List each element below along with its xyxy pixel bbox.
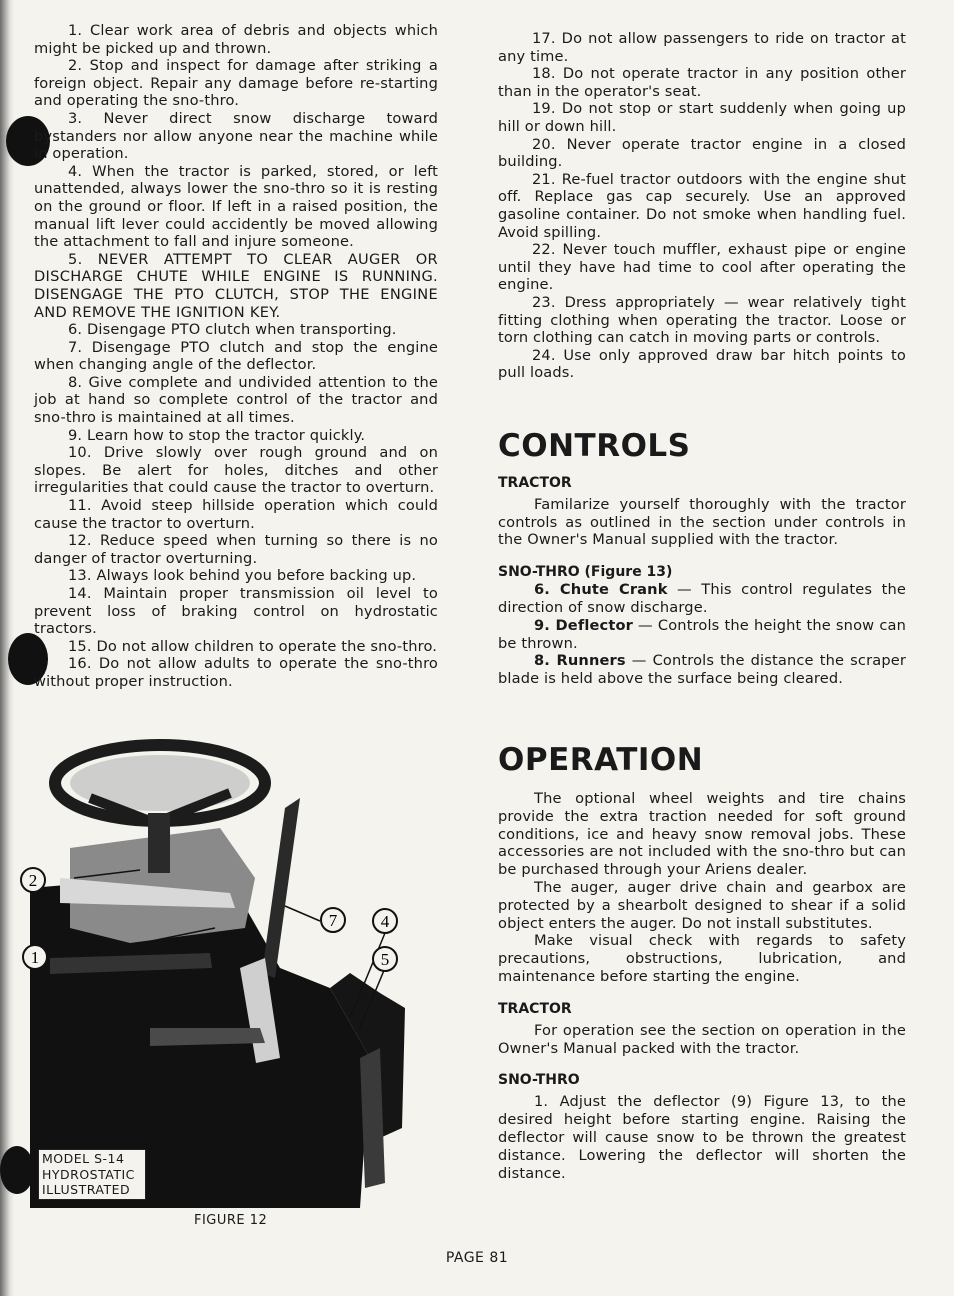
model-label-line: MODEL S-14 bbox=[42, 1151, 125, 1166]
safety-item: 3. Never direct snow discharge toward bystanders nor allow anyone near the machine while in operation. bbox=[34, 109, 438, 163]
safety-item: 16. Do not allow adults to operate the sno-thro without proper instruction. bbox=[34, 655, 438, 690]
safety-item: 22. Never touch muffler, exhaust pipe or engine until they have had time to cool after operating the engine. bbox=[498, 241, 906, 294]
operation-snothro-subheading: SNO-THRO bbox=[498, 1072, 580, 1089]
controls-heading: CONTROLS bbox=[498, 427, 691, 464]
svg-text:1: 1 bbox=[30, 948, 40, 967]
safety-item: 19. Do not stop or start suddenly when going up hill or down hill. bbox=[498, 100, 906, 135]
control-item bbox=[498, 652, 906, 688]
page-number: PAGE 81 bbox=[445, 1250, 509, 1266]
svg-text:7: 7 bbox=[328, 911, 338, 930]
model-label bbox=[38, 1149, 146, 1200]
control-item bbox=[498, 617, 906, 653]
callout-2 bbox=[18, 865, 48, 899]
operation-heading: OPERATION bbox=[498, 742, 704, 779]
safety-item: 14. Maintain proper transmission oil level to prevent loss of braking control on hydrostatic tractors. bbox=[34, 585, 438, 638]
operation-tractor-text: For operation see the section on operation in the Owner's Manual packed with the tractor. bbox=[498, 1021, 906, 1057]
safety-item: 8. Give complete and undivided attention to the job at hand so complete control of the tractor and sno-thro is maintained at all times. bbox=[34, 373, 438, 427]
model-label-line: HYDROSTATIC bbox=[42, 1166, 135, 1182]
control-item bbox=[498, 581, 906, 617]
safety-item: 21. Re-fuel tractor outdoors with the engine shut off. Replace gas cap securely. Use an approved gasoline container. Do not smoke when handling fuel. Avoid spilling. bbox=[498, 170, 906, 241]
figure-12-photo bbox=[30, 728, 410, 1208]
svg-text:2: 2 bbox=[28, 871, 38, 890]
operation-paragraph: The auger, auger drive chain and gearbox are protected by a shearbolt designed to shear if a solid object enters the auger. Do not install substitutes. bbox=[498, 879, 906, 932]
control-name: 9. Deflector bbox=[534, 616, 633, 634]
safety-item: 7. Disengage PTO clutch and stop the engine when changing angle of the deflector. bbox=[34, 338, 438, 374]
safety-item: 23. Dress appropriately — wear relatively tight fitting clothing when operating the tractor. Loose or torn clothing can catch in moving parts or controls. bbox=[498, 293, 906, 347]
binder-hole-bottom bbox=[0, 1146, 34, 1194]
control-desc: — Controls the height the snow can be thrown. bbox=[498, 616, 906, 652]
control-desc: — This control regulates the direction of snow discharge. bbox=[498, 581, 906, 617]
operation-paragraph: Make visual check with regards to safety precautions, obstructions, lubrication, and maintenance before starting the engine. bbox=[498, 932, 906, 986]
safety-item: 1. Clear work area of debris and objects which might be picked up and thrown. bbox=[34, 22, 438, 57]
operation-paragraph: The optional wheel weights and tire chains provide the extra traction needed for soft ground conditions, ice and heavy snow removal jobs. These accessories are not included with the sno-thro but can be purchased through your Ariens dealer. bbox=[498, 790, 906, 879]
safety-item: 6. Disengage PTO clutch when transporting. bbox=[68, 321, 397, 339]
safety-item: 18. Do not operate tractor in any position other than in the operator's seat. bbox=[498, 65, 906, 100]
safety-item: 20. Never operate tractor engine in a closed building. bbox=[498, 135, 906, 171]
callout-4 bbox=[370, 906, 400, 940]
svg-text:4: 4 bbox=[380, 912, 390, 931]
safety-item: 12. Reduce speed when turning so there is no danger of tractor overturning. bbox=[34, 532, 438, 567]
safety-item: 15. Do not allow children to operate the sno-thro. bbox=[68, 637, 438, 655]
operation-snothro-text: 1. Adjust the deflector (9) Figure 13, to the desired height before starting engine. Raising the deflector will cause snow to be thrown the greatest distance. Lowering the deflector will shorten the distance. bbox=[498, 1093, 906, 1182]
safety-item: 13. Always look behind you before backing up. bbox=[68, 567, 417, 585]
safety-item: 17. Do not allow passengers to ride on tractor at any time. bbox=[498, 30, 906, 65]
operation-tractor-subheading: TRACTOR bbox=[498, 1000, 572, 1017]
controls-tractor-subheading: TRACTOR bbox=[498, 474, 572, 491]
safety-item-warning: 5. NEVER ATTEMPT TO CLEAR AUGER OR DISCHARGE CHUTE WHILE ENGINE IS RUNNING. DISENGAGE THE PTO CLUTCH, STOP THE ENGINE AND REMOVE THE IGNITION KEY. bbox=[34, 250, 438, 321]
callout-5 bbox=[370, 944, 400, 978]
safety-item: 11. Avoid steep hillside operation which could cause the tractor to overturn. bbox=[34, 497, 438, 532]
safety-item: 10. Drive slowly over rough ground and on slopes. Be alert for holes, ditches and other irregularities that could cause the tractor to overturn. bbox=[34, 444, 438, 497]
figure-caption: FIGURE 12 bbox=[194, 1213, 268, 1228]
safety-item: 2. Stop and inspect for damage after striking a foreign object. Repair any damage before re-starting and operating the sno-thro. bbox=[34, 57, 438, 110]
controls-tractor-text: Familarize yourself thoroughly with the tractor controls as outlined in the section under controls in the Owner's Manual supplied with the tractor. bbox=[498, 495, 906, 549]
safety-item: 4. When the tractor is parked, stored, or left unattended, always lower the sno-thro so it is resting on the ground or floor. If left in a raised position, the manual lift lever could accidently be moved allowing the attachment to fall and injure someone. bbox=[34, 162, 438, 251]
controls-snothro-subheading: SNO-THRO (Figure 13) bbox=[498, 564, 673, 581]
safety-item: 24. Use only approved draw bar hitch points to pull loads. bbox=[498, 346, 906, 382]
callout-7 bbox=[318, 905, 348, 939]
model-label-line: ILLUSTRATED bbox=[42, 1182, 131, 1197]
control-name: 6. Chute Crank bbox=[534, 581, 668, 599]
control-name: 8. Runners bbox=[534, 652, 626, 670]
callout-1 bbox=[20, 942, 50, 976]
safety-item: 9. Learn how to stop the tractor quickly. bbox=[68, 426, 366, 444]
svg-text:5: 5 bbox=[380, 950, 390, 969]
right-column bbox=[498, 30, 906, 1182]
control-desc: — Controls the distance the scraper blade is held above the surface being cleared. bbox=[498, 652, 907, 688]
safety-list-left bbox=[34, 22, 438, 691]
